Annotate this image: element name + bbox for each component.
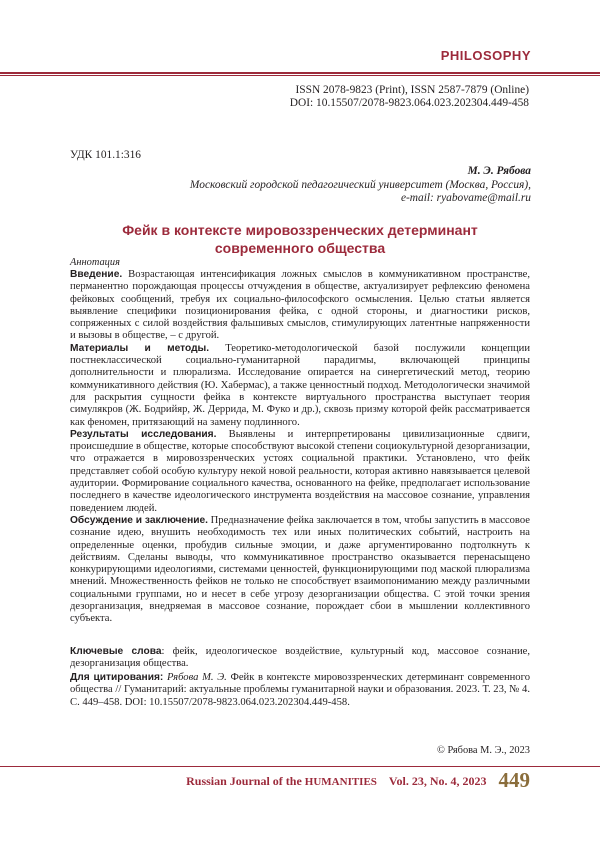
abstract-introduction-head: Введение. <box>70 269 123 280</box>
abstract-discussion-text: Предназначение фейка заключается в том, чтобы запустить в массовое сознание идею, внушить необходимость тех или иных политических событий, настроить на определенные оценки, пробудив сильные эмоции, и даже аргументированно подтолкнуть к действиям. Сделаны выводы, что коммуникативное пространство оказывается перенасыщено конкурирующими идеологиями, системами ценностей, функционирующими под маской плюрализма мнений. Множественность фейков не только не способствует взаимопониманию между различными социальными группами, но и несет в себе угрозу дезорганизации общества. С этой точки зрения дезорганизация, внедряемая в массовое сознание, порождает сбои в мышлении коллективного субъекта. <box>70 514 530 625</box>
abstract-discussion-head: Обсуждение и заключение. <box>70 514 208 526</box>
abstract-methods <box>70 343 530 429</box>
abstract-results-head: Результаты исследования. <box>70 428 217 440</box>
abstract-methods-head: Материалы и методы. <box>70 342 210 354</box>
footer-journal-name: Russian Journal of the <box>186 774 305 788</box>
issn-line: ISSN 2078-9823 (Print), ISSN 2587-7879 (Online) <box>295 84 529 96</box>
citation-text: Фейк в контексте мировоззренческих детерминант современного общества // Гуманитарий: актуальные проблемы гуманитарной науки и образования. 2023. Т. 23, № 4. С. 449–458. DOI: 10.15507/2078-9823.064.023.202304.449-458. <box>70 672 530 708</box>
abstract <box>70 269 530 626</box>
abstract-methods-text: Теоретико-методологической базой послужили концепции постнеклассической социально-гуманитарной парадигмы, включающей принципы дополнительности и плюрализма. Исследование опирается на синергетический метод, теорию коммуникативного действия (Ю. Хабермас), а также ценностный подход. Методологически значимой для раскрытия сущности фейка в контексте виртуального пространства выступает теория симулякров (Ж. Бодрийяр, Ж. Деррида, М. Фуко и др.), сквозь призму которой фейк рассматривается как феномен, притязающий на замену подлинного. <box>70 342 531 428</box>
footer-journal-name-upper: HUMANITIES <box>304 776 377 788</box>
article-title-line-2: современного общества <box>214 240 386 256</box>
author-block <box>190 165 531 206</box>
citation <box>70 672 530 709</box>
issn-doi-block <box>290 84 529 110</box>
section-label: PHILOSOPHY <box>440 48 531 63</box>
footer-volume: Vol. 23, No. 4, 2023 <box>388 774 487 788</box>
abstract-introduction-text: Возрастающая интенсификация ложных смыслов в коммуникативном пространстве, перманентно порождающая процессы отчуждения в обществе, актуализирует рефлексию феномена фейковых сообщений, требуя их социально-философского осмысления. Целью статьи является выявление специфики позиционирования фейка, с одной стороны, и диагностики рисков, сопряженных с силой воздействия фальшивых смыслов, стимулирующих латентные напряженности и вызовы в обществе, – с другой. <box>70 269 530 342</box>
abstract-discussion <box>70 515 530 626</box>
page-number: 449 <box>498 768 530 792</box>
udk-code: УДК 101.1:316 <box>70 149 142 161</box>
keywords-text: : фейк, идеологическое воздействие, культурный код, массовое сознание, дезорганизация общества. <box>70 646 531 670</box>
author-email: e-mail: ryabovame@mail.ru <box>400 192 531 205</box>
author-affiliation: Московский городской педагогический университет (Москва, Россия), <box>189 178 531 191</box>
citation-head: Для цитирования: <box>70 672 164 683</box>
abstract-results <box>70 429 530 515</box>
abstract-introduction <box>70 269 530 343</box>
doi-line: DOI: 10.15507/2078-9823.064.023.202304.449-458 <box>289 97 529 110</box>
footer-rule <box>0 766 600 767</box>
header-rule-thin <box>0 75 600 76</box>
article-title <box>70 221 530 257</box>
citation-author: Рябова М. Э. <box>163 672 227 683</box>
article-title-line-1: Фейк в контексте мировоззренческих детерминант <box>122 222 478 238</box>
keywords-head: Ключевые слова <box>70 646 162 657</box>
keywords <box>70 646 530 671</box>
abstract-results-text: Выявлены и интерпретированы цивилизационные сдвиги, происшедшие в обществе, которые способствуют высокой степени социокультурной дезорганизации, что отражается в мировоззренческих устоях социальной практики. Установлено, что фейк представляет собой особую культуру некой новой реальности, которая активно навязывается целевой аудитории. Формирование социального качества, основанного на фейке, предполагает использование последнего в качестве идеологического инструмента воздействия на массовое сознание, управления поведением людей. <box>70 428 530 514</box>
abstract-label: Аннотация <box>70 257 120 268</box>
header-rule <box>0 72 600 74</box>
page-footer <box>0 768 530 793</box>
author-name: М. Э. Рябова <box>467 165 531 177</box>
copyright: © Рябова М. Э., 2023 <box>437 745 530 756</box>
